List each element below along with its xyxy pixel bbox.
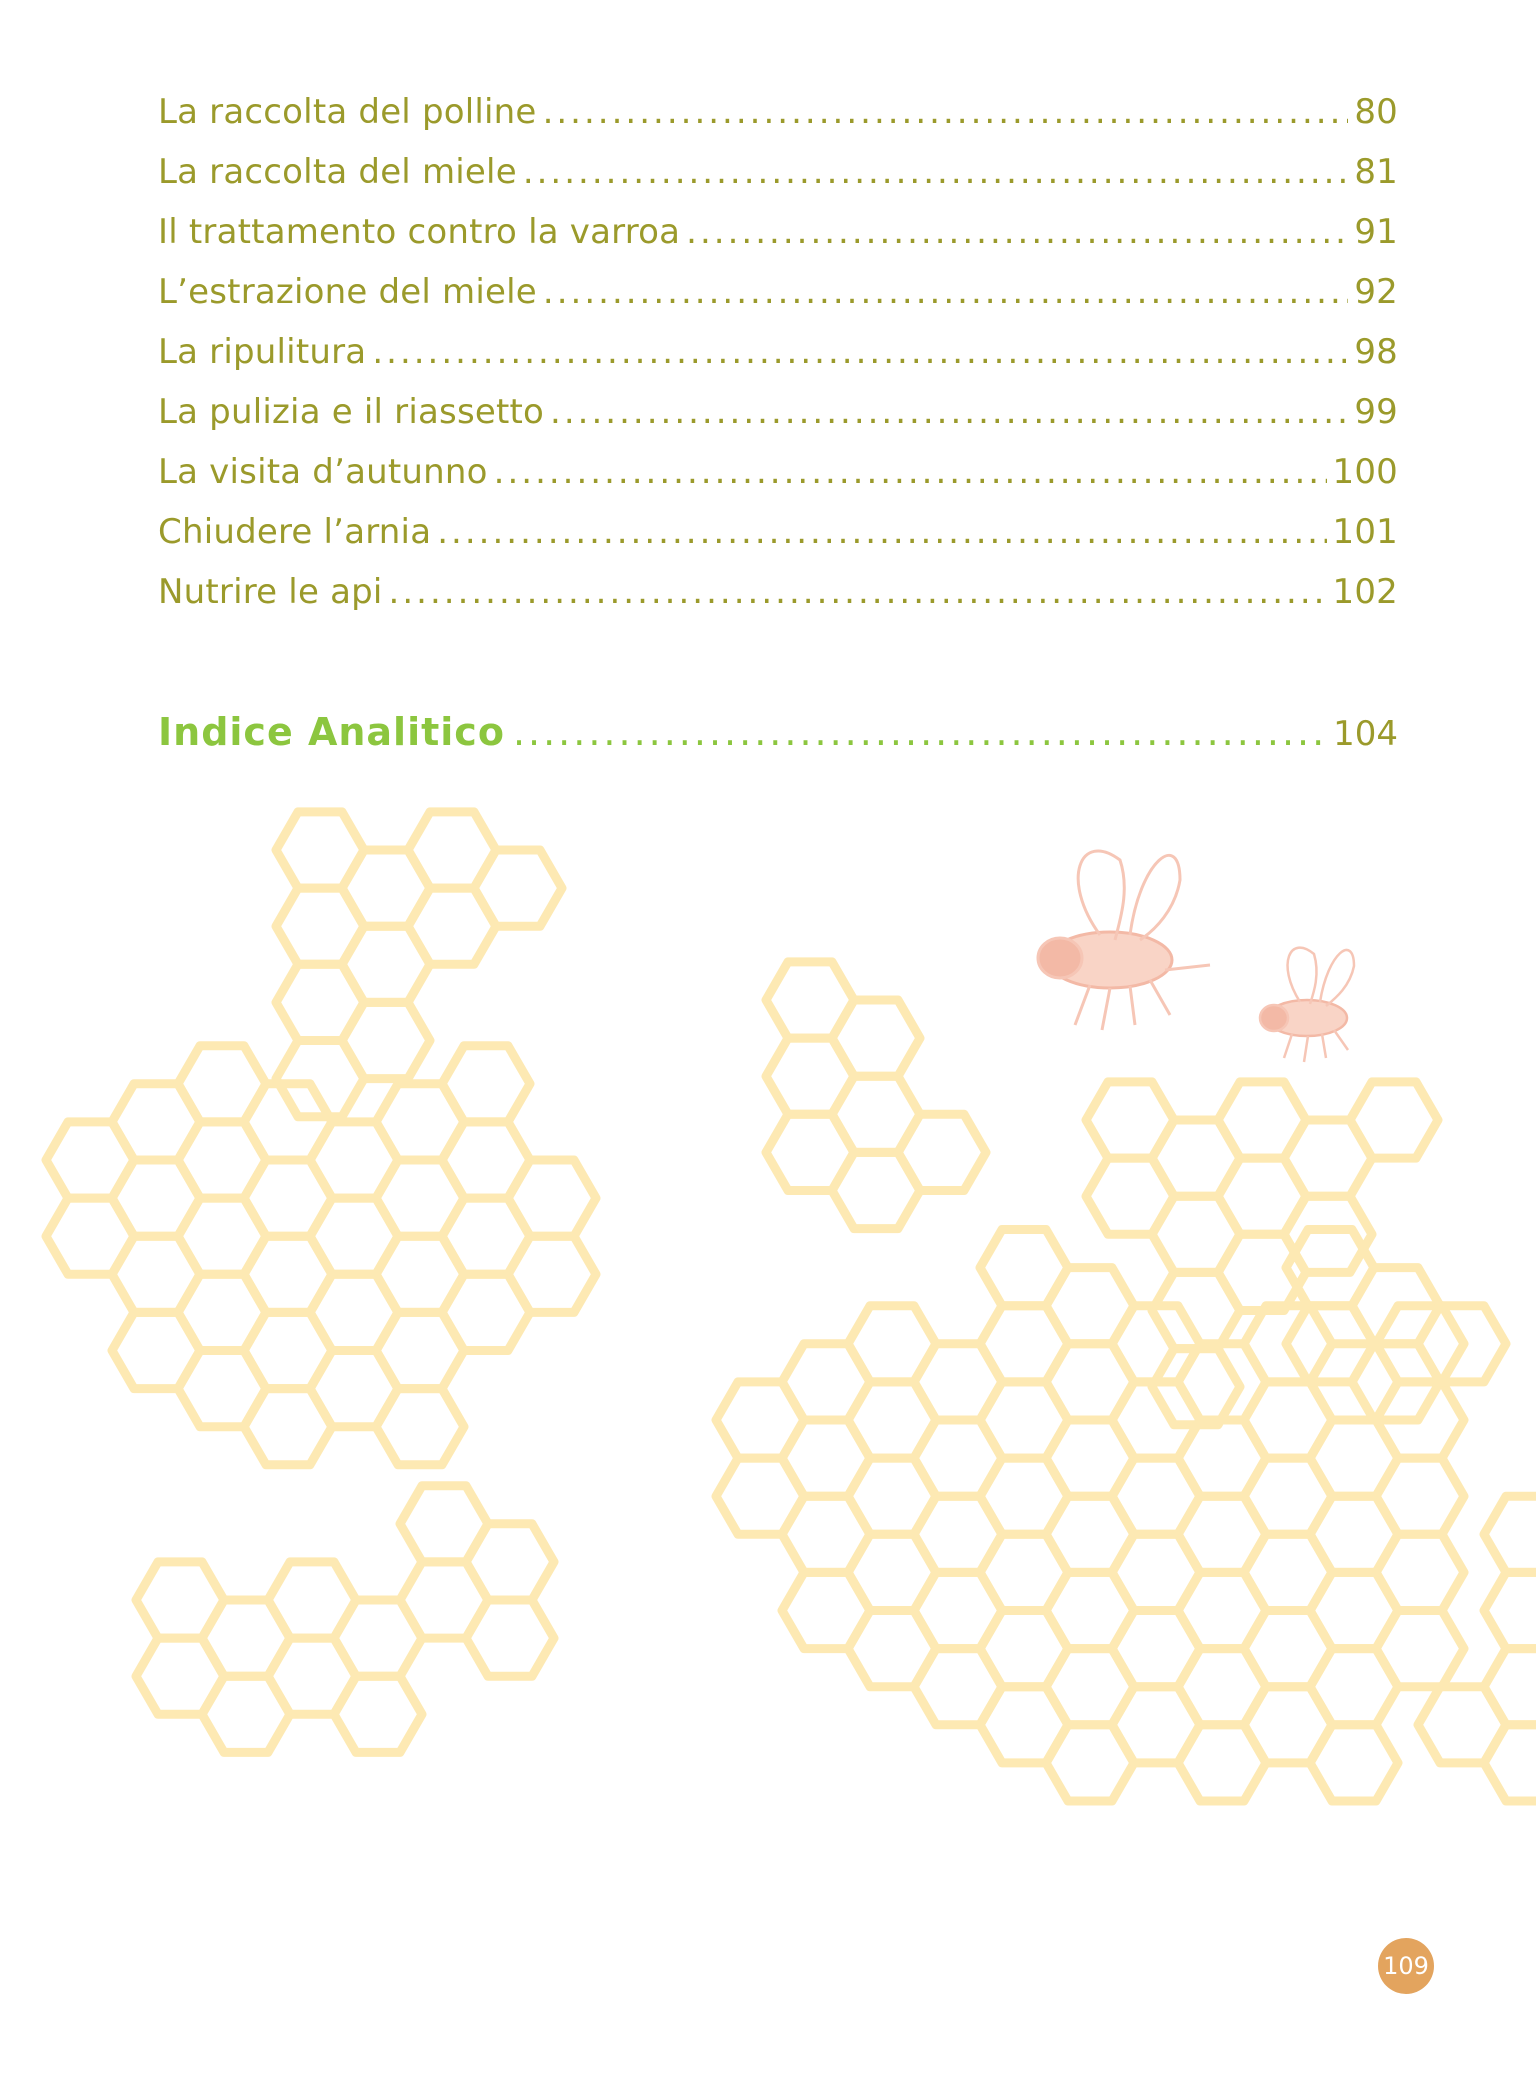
honeycomb-cell	[1310, 1725, 1398, 1801]
toc-leader-dots	[513, 710, 1325, 754]
honeycomb-cell	[1484, 1649, 1536, 1725]
honeycomb-cell	[1376, 1611, 1464, 1687]
toc-entry-page: 92	[1354, 272, 1398, 312]
toc-entry[interactable]	[158, 272, 1398, 332]
toc-index-label: Indice Analitico	[158, 710, 505, 754]
toc-entry[interactable]	[158, 572, 1398, 632]
honeycomb-pattern	[46, 812, 1536, 1801]
toc-entry-page: 98	[1354, 332, 1398, 372]
toc-entry-label: Nutrire le api	[158, 572, 383, 612]
table-of-contents	[158, 92, 1398, 632]
toc-leader-dots	[494, 452, 1327, 492]
honeycomb-cell	[334, 1676, 422, 1752]
honeycomb-cell	[466, 1600, 554, 1676]
toc-entry-page: 81	[1354, 152, 1398, 192]
toc-leader-dots	[543, 92, 1349, 132]
honeycomb-cell	[1376, 1458, 1464, 1534]
honeycomb-cell	[1350, 1082, 1438, 1158]
toc-leader-dots	[437, 512, 1326, 552]
toc-entry-page: 99	[1354, 392, 1398, 432]
toc-leader-dots	[523, 152, 1349, 192]
page-number-badge: 109	[1378, 1938, 1434, 1994]
toc-entry-page: 91	[1354, 212, 1398, 252]
toc-entry[interactable]	[158, 392, 1398, 452]
toc-entry[interactable]	[158, 512, 1398, 572]
toc-entry[interactable]	[158, 332, 1398, 392]
honeycomb-cell	[466, 1524, 554, 1600]
toc-entry[interactable]	[158, 152, 1398, 212]
toc-entry-label: La raccolta del polline	[158, 92, 537, 132]
toc-entry-page: 102	[1332, 572, 1398, 612]
honeycomb-cell	[1484, 1725, 1536, 1801]
toc-leader-dots	[543, 272, 1348, 312]
honeycomb-cell	[898, 1114, 986, 1190]
toc-leader-dots	[550, 392, 1348, 432]
bee-icon	[1260, 948, 1354, 1062]
toc-entry-page: 101	[1332, 512, 1398, 552]
toc-entry-page: 100	[1332, 452, 1398, 492]
toc-index-page: 104	[1333, 714, 1398, 754]
toc-entry-label: Il trattamento contro la varroa	[158, 212, 681, 252]
toc-leader-dots	[372, 332, 1348, 372]
honeycomb-cell	[376, 1389, 464, 1465]
toc-entry-label: La ripulitura	[158, 332, 367, 372]
honeycomb-cell	[408, 888, 496, 964]
honeycomb-cell	[508, 1236, 596, 1312]
toc-entry[interactable]	[158, 212, 1398, 272]
honeycomb-cell	[508, 1160, 596, 1236]
bee-icon	[1038, 851, 1210, 1030]
toc-entry-label: La raccolta del miele	[158, 152, 517, 192]
honeycomb-cell	[1376, 1534, 1464, 1610]
honeycomb-cell	[442, 1046, 530, 1122]
honeycomb-cell	[1484, 1572, 1536, 1648]
toc-entry-page: 80	[1354, 92, 1398, 132]
toc-index-entry[interactable]	[158, 710, 1398, 754]
toc-entry-label: La pulizia e il riassetto	[158, 392, 545, 432]
toc-entry-label: Chiudere l’arnia	[158, 512, 432, 552]
toc-entry-label: La visita d’autunno	[158, 452, 488, 492]
toc-leader-dots	[389, 572, 1327, 612]
toc-entry-label: L’estrazione del miele	[158, 272, 537, 312]
toc-entry[interactable]	[158, 92, 1398, 152]
toc-entry[interactable]	[158, 452, 1398, 512]
toc-leader-dots	[686, 212, 1348, 252]
honeycomb-cell	[1484, 1496, 1536, 1572]
